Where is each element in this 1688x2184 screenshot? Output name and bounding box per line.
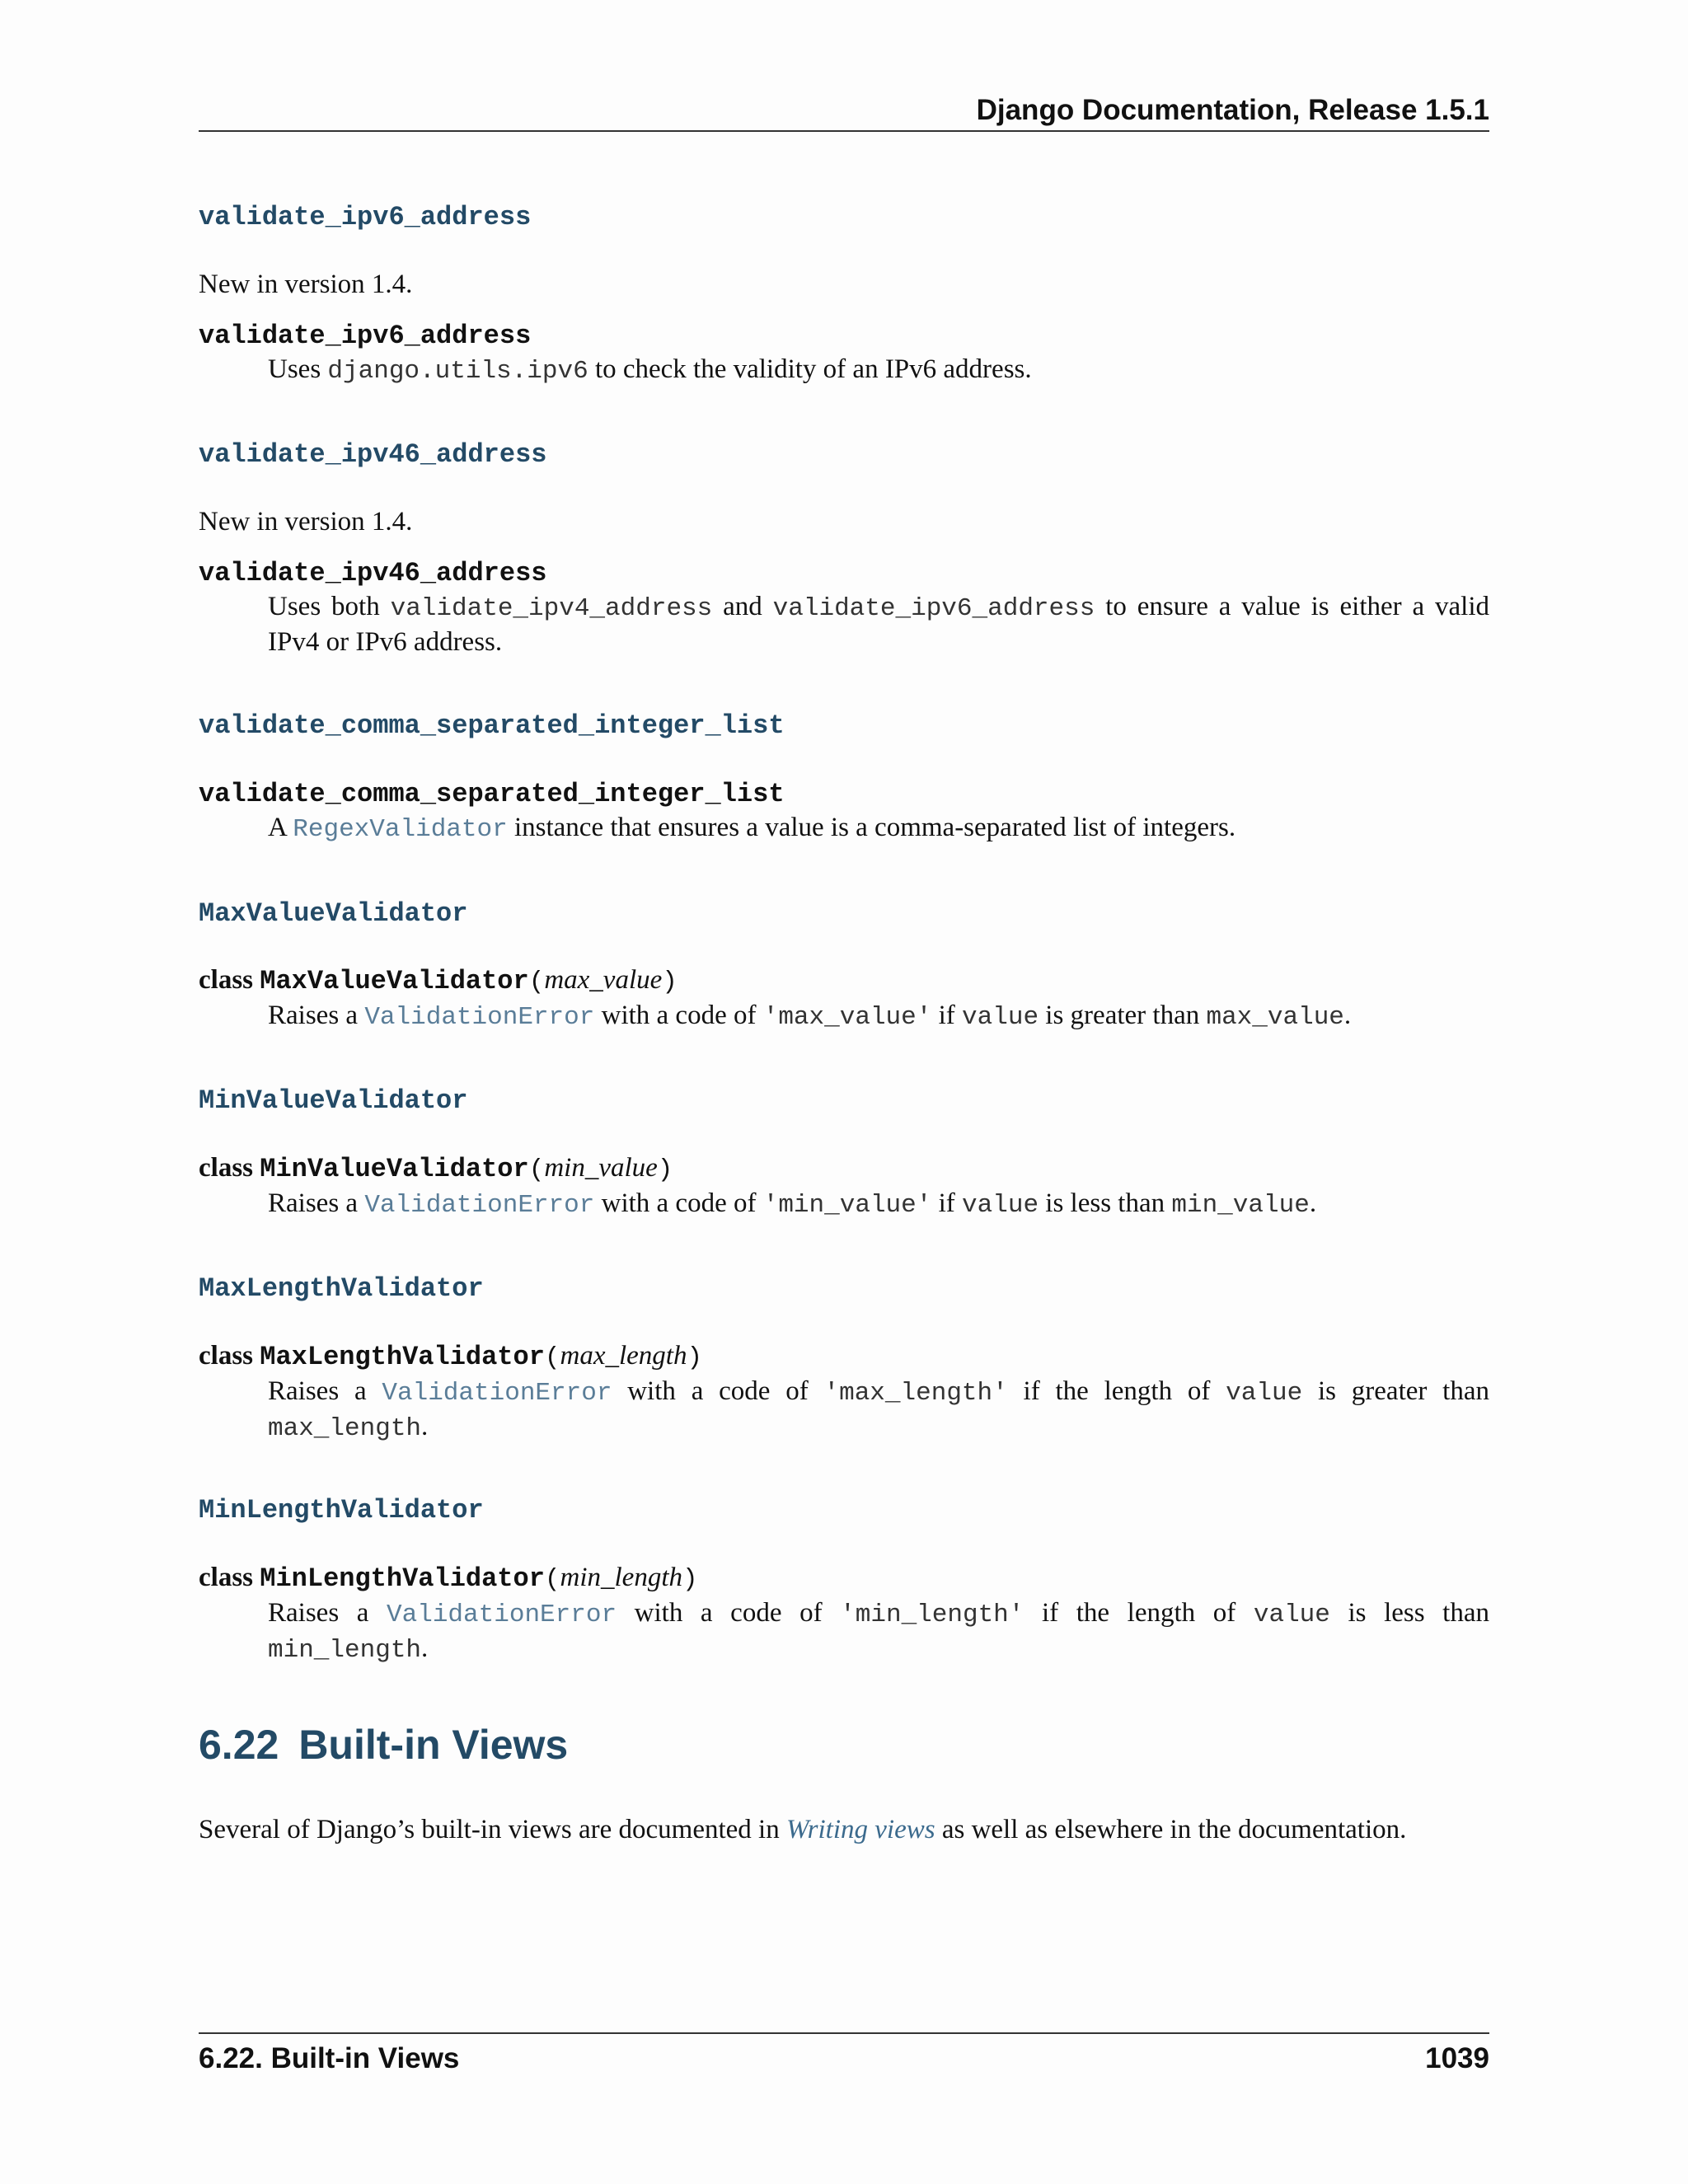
class-description: Raises a ValidationError with a code of 'max_length' if the length of value is greater than max_length. <box>268 1376 1489 1443</box>
function-name: validate_ipv6_address <box>199 321 532 351</box>
function-name: validate_comma_separated_integer_list <box>199 779 785 809</box>
class-description: Raises a ValidationError with a code of 'max_value' if value is greater than max_value. <box>268 1001 1352 1032</box>
class-name: MaxLengthValidator <box>260 1342 545 1372</box>
class-argument: max_value <box>544 965 663 995</box>
inline-code: 'max_length' <box>823 1379 1008 1408</box>
function-description: A RegexValidator instance that ensures a value is a comma-separated list of integers. <box>268 813 1236 844</box>
entry-heading-ipv46: validate_ipv46_address <box>199 439 547 470</box>
section-intro <box>199 1813 1489 1846</box>
inline-code: 'max_value' <box>762 1003 932 1032</box>
inline-code: max_length <box>268 1414 422 1443</box>
version-note: New in version 1.4. <box>199 269 413 299</box>
validationerror-link[interactable]: ValidationError <box>364 1003 595 1032</box>
inline-code: value <box>1226 1379 1303 1408</box>
version-note: New in version 1.4. <box>199 507 413 537</box>
class-keyword: class <box>199 1341 253 1371</box>
inline-code: value <box>962 1003 1039 1032</box>
writing-views-link[interactable]: Writing views <box>785 1815 935 1844</box>
class-name: MaxValueValidator <box>260 966 529 996</box>
regexvalidator-link[interactable]: RegexValidator <box>293 815 508 844</box>
minvalue-heading-block <box>199 1085 1489 1118</box>
class-keyword: class <box>199 1563 253 1592</box>
entry-heading-minlength: MinLengthValidator <box>199 1495 484 1526</box>
minvalue-definition <box>199 1151 1489 1222</box>
validationerror-link[interactable]: ValidationError <box>387 1601 617 1629</box>
section-heading-block <box>199 1720 1489 1769</box>
minlength-definition <box>199 1561 1489 1667</box>
inline-code: max_value <box>1206 1003 1344 1032</box>
running-footer <box>199 2041 1489 2077</box>
minlength-heading-block <box>199 1494 1489 1527</box>
inline-code: value <box>962 1191 1039 1220</box>
class-signature: class MaxValueValidator(max_value) <box>199 965 678 996</box>
ipv6-definition <box>199 318 1489 388</box>
function-description: Uses both validate_ipv4_address and validate_ipv6_address to ensure a value is either a valid IPv4 or IPv6 address. <box>268 592 1489 657</box>
inline-code: min_length <box>268 1636 422 1665</box>
csv-definition <box>199 776 1489 846</box>
maxlength-heading-block <box>199 1272 1489 1305</box>
maxlength-definition <box>199 1339 1489 1446</box>
section-paragraph: Several of Django’s built-in views are documented in Writing views as well as elsewhere in the documentation. <box>199 1815 1407 1844</box>
function-name: validate_ipv46_address <box>199 558 547 588</box>
class-description: Raises a ValidationError with a code of 'min_value' if value is less than min_value. <box>268 1188 1317 1220</box>
function-signature <box>199 776 1489 811</box>
validationerror-link[interactable]: ValidationError <box>364 1191 595 1220</box>
page-number: 1039 <box>1425 2042 1489 2074</box>
class-argument: min_value <box>544 1153 658 1183</box>
ipv46-version-note <box>199 505 1489 538</box>
inline-code: validate_ipv6_address <box>772 594 1095 623</box>
maxvalue-definition <box>199 963 1489 1034</box>
function-signature <box>199 555 1489 590</box>
entry-heading-maxvalue: MaxValueValidator <box>199 898 468 929</box>
inline-code: validate_ipv4_address <box>390 594 713 623</box>
csv-heading-block <box>199 710 1489 743</box>
running-header: Django Documentation, Release 1.5.1 <box>976 94 1489 126</box>
inline-code: 'min_value' <box>762 1191 932 1220</box>
class-description: Raises a ValidationError with a code of 'min_length' if the length of value is less than min_length. <box>268 1598 1489 1665</box>
inline-code: min_value <box>1171 1191 1310 1220</box>
inline-code: value <box>1253 1601 1330 1629</box>
section-title <box>199 1720 1489 1769</box>
function-description: Uses django.utils.ipv6 to check the validity of an IPv6 address. <box>268 354 1032 386</box>
ipv6-heading-block <box>199 201 1489 234</box>
header-rule <box>199 130 1489 132</box>
footer-section: 6.22. Built-in Views <box>199 2042 460 2074</box>
ipv46-definition <box>199 555 1489 658</box>
footer-rule <box>199 2032 1489 2034</box>
entry-heading-maxlength: MaxLengthValidator <box>199 1273 484 1304</box>
class-name: MinValueValidator <box>260 1154 529 1184</box>
class-argument: min_length <box>560 1563 682 1592</box>
inline-code: django.utils.ipv6 <box>327 357 588 386</box>
ipv46-heading-block <box>199 438 1489 471</box>
ipv6-version-note <box>199 268 1489 301</box>
class-argument: max_length <box>560 1341 687 1371</box>
class-signature: class MinLengthValidator(min_length) <box>199 1563 698 1594</box>
class-keyword: class <box>199 965 253 995</box>
class-name: MinLengthValidator <box>260 1563 545 1594</box>
section-number: 6.22 <box>199 1722 279 1768</box>
class-keyword: class <box>199 1153 253 1183</box>
entry-heading-ipv6: validate_ipv6_address <box>199 202 532 232</box>
class-signature: class MinValueValidator(min_value) <box>199 1153 673 1184</box>
class-signature: class MaxLengthValidator(max_length) <box>199 1341 703 1372</box>
section-title-text: Built-in Views <box>298 1722 569 1768</box>
function-signature <box>199 318 1489 353</box>
inline-code: 'min_length' <box>840 1601 1025 1629</box>
maxvalue-heading-block <box>199 898 1489 930</box>
entry-heading-minvalue: MinValueValidator <box>199 1085 468 1116</box>
entry-heading-csv: validate_comma_separated_integer_list <box>199 710 785 741</box>
validationerror-link[interactable]: ValidationError <box>382 1379 612 1408</box>
